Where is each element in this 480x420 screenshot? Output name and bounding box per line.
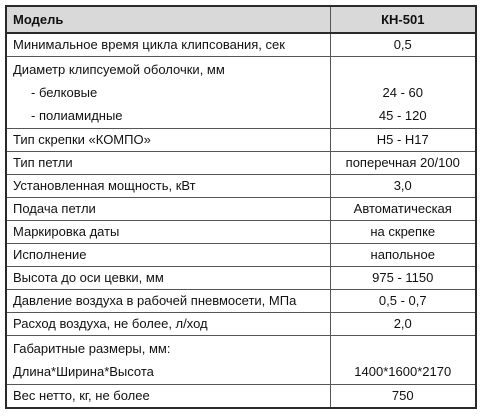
table-row bbox=[6, 313, 476, 336]
row-param: Подача петли bbox=[6, 198, 330, 221]
row-param-multi bbox=[6, 57, 330, 129]
spec-table-wrapper bbox=[5, 5, 475, 409]
row-param: Маркировка даты bbox=[6, 221, 330, 244]
spec-table bbox=[5, 5, 477, 409]
row-value: 1400*1600*2170 bbox=[354, 364, 452, 379]
table-row bbox=[6, 152, 476, 175]
row-value: 975 - 1150 bbox=[330, 267, 476, 290]
row-param: Минимальное время цикла клипсования, сек bbox=[6, 33, 330, 57]
row-param: Давление воздуха в рабочей пневмосети, МПа bbox=[6, 290, 330, 313]
table-row-dimensions bbox=[6, 336, 476, 385]
row-value: 2,0 bbox=[330, 313, 476, 336]
row-value: на скрепке bbox=[330, 221, 476, 244]
row-value: Автоматическая bbox=[330, 198, 476, 221]
table-row bbox=[6, 290, 476, 313]
row-param: Вес нетто, кг, не более bbox=[6, 385, 330, 409]
row-param-line2: Длина*Ширина*Высота bbox=[13, 364, 154, 379]
row-subparam: - белковые bbox=[31, 85, 98, 100]
table-row-diameter bbox=[6, 57, 476, 129]
table-row bbox=[6, 175, 476, 198]
table-row bbox=[6, 244, 476, 267]
row-param: Диаметр клипсуемой оболочки, мм bbox=[13, 62, 225, 77]
row-param: Установленная мощность, кВт bbox=[6, 175, 330, 198]
row-param-multi bbox=[6, 336, 330, 385]
header-param: Модель bbox=[6, 6, 330, 33]
row-param: Габаритные размеры, мм: bbox=[13, 341, 171, 356]
table-row bbox=[6, 385, 476, 409]
row-value-multi bbox=[330, 57, 476, 129]
row-value: поперечная 20/100 bbox=[330, 152, 476, 175]
row-value: 3,0 bbox=[330, 175, 476, 198]
table-row bbox=[6, 129, 476, 152]
header-value: КН-501 bbox=[330, 6, 476, 33]
table-row bbox=[6, 221, 476, 244]
row-value: 0,5 - 0,7 bbox=[330, 290, 476, 313]
row-param: Тип скрепки «КОМПО» bbox=[6, 129, 330, 152]
row-value: H5 - H17 bbox=[330, 129, 476, 152]
table-row bbox=[6, 267, 476, 290]
row-value: 0,5 bbox=[330, 33, 476, 57]
row-value-multi bbox=[330, 336, 476, 385]
row-param: Тип петли bbox=[6, 152, 330, 175]
row-value: 750 bbox=[330, 385, 476, 409]
row-param: Расход воздуха, не более, л/ход bbox=[6, 313, 330, 336]
table-row bbox=[6, 198, 476, 221]
row-subvalue: 24 - 60 bbox=[382, 85, 423, 100]
row-subparam: - полиамидные bbox=[31, 108, 123, 123]
row-value: напольное bbox=[330, 244, 476, 267]
row-subvalue: 45 - 120 bbox=[378, 108, 427, 123]
table-row bbox=[6, 33, 476, 57]
table-header-row bbox=[6, 6, 476, 33]
row-param: Исполнение bbox=[6, 244, 330, 267]
row-param: Высота до оси цевки, мм bbox=[6, 267, 330, 290]
